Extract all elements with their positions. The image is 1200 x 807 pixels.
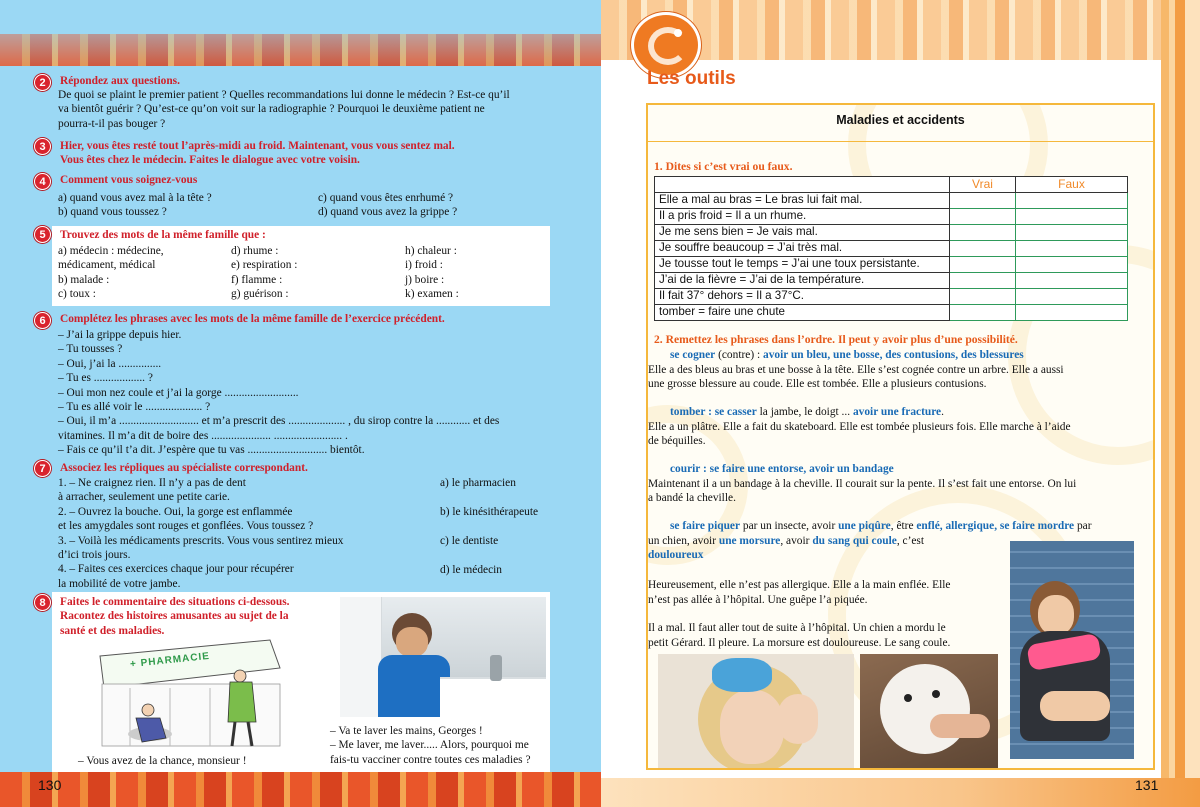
table-row: tomber = faire une chute (655, 305, 1128, 321)
exercise-3 (36, 138, 566, 170)
list-item: g) guérison : (231, 288, 289, 301)
exercise-number: 7 (34, 460, 51, 477)
keyword: du sang qui coule (812, 534, 897, 547)
text-line: 2. – Ouvrez la bouche. Oui, la gorge est enflammée (58, 505, 293, 518)
text-line: 4. – Faites ces exercices chaque jour pour récupérer (58, 563, 294, 576)
list-item: j) boire : (405, 273, 445, 286)
faux-cell[interactable] (1016, 225, 1128, 241)
keyword: douloureux (648, 549, 704, 562)
list-item: h) chaleur : (405, 245, 457, 257)
column-header: Faux (1016, 177, 1128, 193)
bottom-band (601, 778, 1200, 807)
table-row: Il fait 37° dehors = Il a 37°C. (655, 289, 1128, 305)
text-line: – Tu es allé voir le .................... ? (58, 401, 211, 414)
faux-cell[interactable] (1016, 241, 1128, 257)
true-false-table (654, 176, 1128, 321)
faux-cell[interactable] (1016, 193, 1128, 209)
content-box (646, 103, 1155, 770)
caption: – Vous avez de la chance, monsieur ! (78, 755, 247, 767)
exercise-number: 8 (34, 594, 51, 611)
right-page (601, 0, 1200, 807)
exercise-title: Hier, vous êtes resté tout l’après-midi au froid. Maintenant, vous vous sentez mal. (60, 140, 455, 152)
list-item: a) médecin : médecine, (58, 245, 164, 257)
text-line: et les amygdales sont rouges et gonflées. Vous toussez ? (58, 520, 314, 533)
table-header-row (655, 177, 1128, 193)
pharmacy-cartoon-image (90, 638, 290, 754)
table-row: Je me sens bien = Je vais mal. (655, 225, 1128, 241)
paragraph-piquer: se faire piquer par un insecte, avoir une piqûre, être enflé, allergique, se faire mordre par un chien, avoir une morsure, avoir du sang qui coule, c’est douloureux (648, 520, 1092, 562)
caption: – Me laver, me laver..... Alors, pourquoi me (330, 739, 529, 752)
exercise-title: Trouvez des mots de la même famille que : (60, 229, 266, 241)
caption: – Va te laver les mains, Georges ! (330, 725, 483, 737)
list-item: d) rhume : (231, 245, 279, 257)
text-line: – Fais ce qu’il t’a dit. J’espère que tu vas ............................ bientôt. (58, 444, 365, 457)
keyword: une piqûre (838, 520, 891, 532)
paragraph-courir: courir : se faire une entorse, avoir un bandage Maintenant il a un bandage à la cheville. Il courait sur la pente. Il s’est fait une entorse. On lui a bandé la cheville. (670, 462, 1132, 506)
text-line: – Oui mon nez coule et j’ai la gorge .......................... (58, 386, 299, 399)
list-item: k) examen : (405, 288, 459, 301)
vrai-cell[interactable] (950, 305, 1016, 321)
text-line: 1. – Ne craignez rien. Il n’y a pas de dent (58, 477, 246, 489)
faux-cell[interactable] (1016, 289, 1128, 305)
exercise-title: Faites le commentaire des situations ci-dessous. (60, 596, 290, 608)
text-line: à arracher, seulement une petite carie. (58, 491, 230, 504)
text-line: pourra-t-il pas bouger ? (58, 117, 166, 130)
faux-cell[interactable] (1016, 305, 1128, 321)
list-item: e) respiration : (231, 259, 298, 272)
text-line: va bientôt guérir ? Qu’est-ce qu’on voit sur la radiographie ? Pourquoi le deuxième patient ne (58, 103, 485, 116)
list-item: d) quand vous avez la grippe ? (318, 206, 458, 218)
paragraph-allergique: Heureusement, elle n’est pas allergique. Elle a la main enflée. Elle n’est pas allée à l’hôpital. Une guêpe l’a piquée. (648, 579, 951, 606)
box-title: Maladies et accidents (648, 113, 1153, 127)
vrai-cell[interactable] (950, 209, 1016, 225)
text-line: 3. – Voilà les médicaments prescrits. Vous vous sentirez mieux (58, 534, 344, 547)
exercise-title: santé et des maladies. (60, 624, 165, 637)
text-line: vitamines. Il m’a dit de boire des ..................... ........................ . (58, 429, 348, 442)
text-line: d’ici trois jours. (58, 549, 131, 562)
exercise-number: 2 (34, 74, 51, 91)
vrai-cell[interactable] (950, 289, 1016, 305)
question-title: 2. Remettez les phrases dans l’ordre. Il peut y avoir plus d’une possibilité. (654, 333, 1018, 346)
girl-with-cast-photo (1010, 541, 1134, 759)
exercise-title: Complétez les phrases avec les mots de la même famille de l’exercice précédent. (60, 313, 445, 325)
list-item: d) le médecin (440, 564, 502, 576)
column-header: Vrai (950, 177, 1016, 193)
exercise-title: Comment vous soignez-vous (60, 174, 198, 186)
exercise-number: 4 (34, 173, 51, 190)
section-title: Les outils (647, 68, 736, 89)
keyword: une morsure (718, 534, 781, 547)
exercise-title: Répondez aux questions. (60, 75, 180, 87)
list-item: b) le kinésithérapeute (440, 506, 539, 518)
text-line: – Tu es .................. ? (58, 372, 153, 385)
boy-washing-hands-photo (340, 597, 546, 717)
woman-headache-photo (658, 654, 854, 768)
paragraph-morsure: Il a mal. Il faut aller tout de suite à l’hôpital. Un chien a mordu le petit Gérard. Il pleure. La morsure est douloureuse. Le sang coule. (648, 622, 951, 649)
exercise-4 (36, 173, 566, 221)
paragraph-tomber: tomber : se casser la jambe, le doigt ... avoir une fracture. Elle a un plâtre. Elle a fait du skateboard. Elle est tombée plusieurs fois. Elle marche à l’aide de béquilles. (648, 406, 1071, 448)
keyword: avoir une fracture (852, 406, 942, 418)
vrai-cell[interactable] (950, 241, 1016, 257)
side-stripes (1161, 0, 1200, 807)
list-item: i) froid : (405, 259, 443, 272)
vrai-cell[interactable] (950, 225, 1016, 241)
text-line: De quoi se plaint le premier patient ? Quelles recommandations lui donne le médecin ? Est-ce qu’il (58, 89, 510, 101)
question-title: 1. Dites si c’est vrai ou faux. (654, 160, 793, 173)
caption: fais-tu vacciner contre toutes ces maladies ? (330, 753, 531, 766)
text-line: – J’ai la grippe depuis hier. (58, 329, 182, 341)
vrai-cell[interactable] (950, 193, 1016, 209)
bottom-stripes (0, 772, 601, 807)
keyword: tomber : se casser (670, 406, 757, 418)
text-line: – Oui, il m’a ............................ et m’a prescrit des .................... , du sirop contre la ............ et des (58, 415, 500, 428)
list-item: c) le dentiste (440, 535, 499, 547)
exercise-title: Racontez des histoires amusantes au sujet de la (60, 610, 289, 623)
keyword: se cogner (670, 349, 716, 361)
text-line: – Oui, j’ai la ............... (58, 357, 162, 370)
page-number: 131 (1135, 777, 1159, 793)
exercise-number: 6 (34, 312, 51, 329)
faux-cell[interactable] (1016, 273, 1128, 289)
keyword: avoir un bleu, une bosse, des contusions, des blessures (763, 349, 1024, 361)
keyword: courir : se faire une entorse, avoir un bandage (670, 463, 894, 475)
exercise-title: Vous êtes chez le médecin. Faites le dialogue avec votre voisin. (60, 154, 360, 167)
table-row: Elle a mal au bras = Le bras lui fait mal. (655, 193, 1128, 209)
exercise-title: Associez les répliques au spécialiste correspondant. (60, 462, 308, 474)
text-line: la mobilité de votre jambe. (58, 577, 181, 590)
table-row: Il a pris froid = Il a un rhume. (655, 209, 1128, 225)
list-item: a) le pharmacien (440, 477, 516, 489)
list-item: c) toux : (58, 288, 96, 301)
list-item: médicament, médical (58, 259, 156, 272)
exercise-6 (36, 312, 566, 458)
page-number: 130 (38, 777, 62, 793)
faux-cell[interactable] (1016, 257, 1128, 273)
list-item: b) quand vous toussez ? (58, 206, 167, 218)
list-item: f) flamme : (231, 273, 283, 286)
exercise-5 (36, 226, 566, 306)
keyword: enflé, allergique, se faire mordre (916, 520, 1075, 532)
vrai-cell[interactable] (950, 273, 1016, 289)
exercise-number: 3 (34, 138, 51, 155)
exercise-number: 5 (34, 226, 51, 243)
vrai-cell[interactable] (950, 257, 1016, 273)
faux-cell[interactable] (1016, 209, 1128, 225)
table-row: Je tousse tout le temps = J’ai une toux persistante. (655, 257, 1128, 273)
exercise-2 (36, 74, 566, 134)
list-item: a) quand vous avez mal à la tête ? (58, 192, 212, 204)
list-item: c) quand vous êtes enrhumé ? (318, 192, 454, 204)
table-row: J’ai de la fièvre = J’ai de la température. (655, 273, 1128, 289)
table-row: Je souffre beaucoup = J’ai très mal. (655, 241, 1128, 257)
dog-biting-photo (860, 654, 998, 768)
exercise-7 (36, 460, 566, 590)
paragraph-cogner: se cogner (contre) : avoir un bleu, une bosse, des contusions, des blessures Elle a des bleus au bras et une bosse à la tête. Elle s’est cognée contre un arbre. Elle a aussi une grosse blessure au coude. Elle est tombée. Elle a plusieurs contusions. (648, 349, 1064, 391)
list-item: b) malade : (58, 273, 110, 286)
text-line: – Tu tousses ? (58, 343, 123, 356)
pharmacy-sign-text: + PHARMACIE (129, 650, 211, 671)
keyword: se faire piquer (670, 520, 741, 532)
